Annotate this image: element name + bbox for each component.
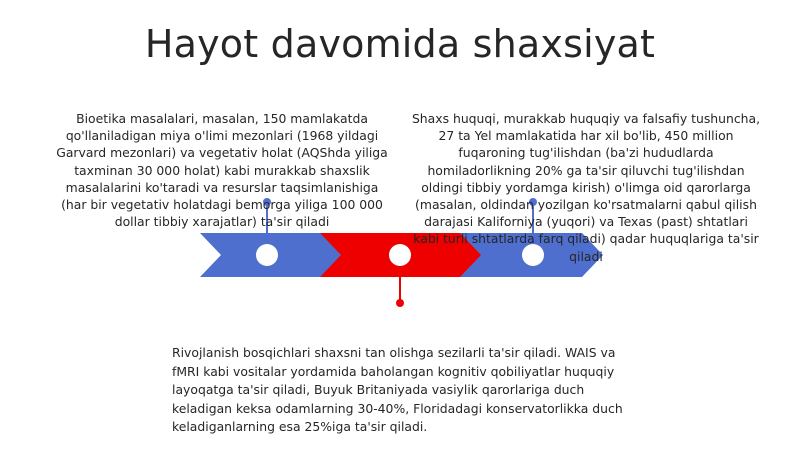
timeline-entry-1-text: Bioetika masalalari, masalan, 150 mamlakatda qo'llaniladigan miya o'limi mezonlari (1968 yildagi Garvard mezonlari) va vegetativ holat (AQShda yiliga taxminan 30 000 holat) kabi murakkab shaxslik masalalarini ko'taradi va resurslar taqsimlanishiga (har bir vegetativ holatdagi bemorga yiliga 100 000 dollar tibbiy xarajatlar) ta'sir qiladi: [56, 111, 388, 230]
timeline-stem-dot-2: [396, 299, 404, 307]
slide-title: Hayot davomida shaxsiyat: [144, 22, 656, 66]
timeline-entry-2-text: Rivojlanish bosqichlari shaxsni tan olishga sezilarli ta'sir qiladi. WAIS va fMRI kabi vositalar yordamida baholangan kognitiv qobiliyatlar huquqiy layoqatga ta'sir qiladi, Buyuk Britaniyada vasiylik qarorlariga duch keladigan keksa odamlarning 30-40%, Floridadagi konservatorlikka duch keladiganlarning esa 25%iga ta'sir qiladi.: [172, 345, 623, 435]
timeline-marker-1: [248, 236, 286, 274]
timeline-entry-3-text: Shaxs huquqi, murakkab huquqiy va falsafiy tushuncha, 27 ta Yel mamlakatida har xil bo'lib, 450 million fuqaroning tug'ilishdan (ba'zi hududlarda homiladorlikning 20% ga ta'sir qiluvchi tug'ilishdan oldingi tibbiy yordamga kirish) o'limga oid qarorlarga (masalan, oldindan yozilgan ko'rsatmalarni qabul qilish darajasi Kaliforniya (yuqori) va Texas (past) shtatlari kabi turli shtatlarda farq qiladi) qadar huquqlariga ta'sir qiladi: [411, 111, 761, 264]
